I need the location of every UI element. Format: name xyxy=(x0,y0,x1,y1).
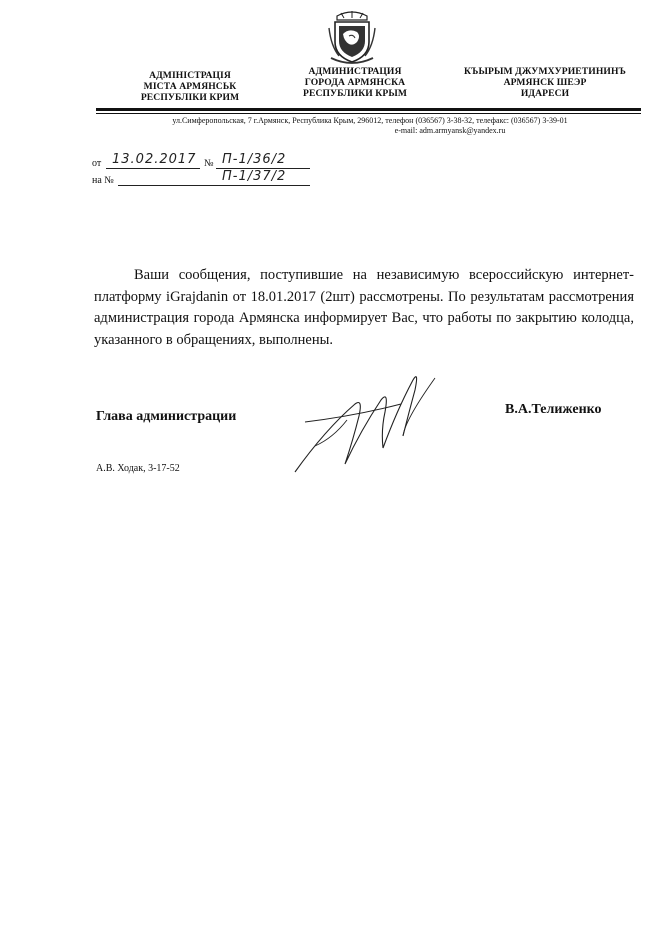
header-right-line: ИДАРЕСИ xyxy=(520,88,570,99)
header-right-line: АРМЯНСК ШЕЭР xyxy=(503,77,587,88)
header-ukrainian xyxy=(120,70,260,103)
number-sign: № xyxy=(204,158,214,169)
coat-of-arms-icon xyxy=(327,10,377,66)
letter-body: Ваши сообщения, поступившие на независимую всероссийскую интернет-платформу iGrajdanin от 18.01.2017 (2шт) рассмотрены. По результатам рассмотрения администрация города Армянска информирует Вас, что работы по закрытию колодца, указанного в обращениях, выполнены. xyxy=(94,267,634,348)
header-center-line: РЕСПУБЛИКИ КРЫМ xyxy=(302,88,407,99)
handwritten-signature-icon xyxy=(285,360,465,480)
incoming-number: П-1/37/2 xyxy=(222,169,287,184)
header-russian xyxy=(275,66,435,99)
executor-contact: А.В. Ходак, 3-17-52 xyxy=(96,463,180,474)
from-label: от xyxy=(92,158,102,169)
header-left-line: РЕСПУБЛІКИ КРИМ xyxy=(140,92,240,103)
header-left-line: МІСТА АРМЯНСЬК xyxy=(143,81,237,92)
email-line: e-mail: adm.armyansk@yandex.ru xyxy=(394,126,506,135)
header-center-line: ГОРОДА АРМЯНСКА xyxy=(304,77,406,88)
outgoing-number: П-1/36/2 xyxy=(222,152,287,167)
signatory-title: Глава администрации xyxy=(96,409,237,424)
header-crimean-tatar xyxy=(455,66,635,99)
address-line: ул.Симферопольская, 7 г.Армянск, Республика Крым, 296012, телефон (036567) 3-38-32, телефакс: (036567) 3-39-01 xyxy=(172,116,568,125)
header-right-line: КЪЫРЫМ ДЖУМХУРИЕТИНИНЪ xyxy=(464,66,626,77)
contact-block xyxy=(110,116,630,136)
incoming-underline xyxy=(118,185,310,186)
incoming-registration xyxy=(92,169,287,186)
outgoing-registration xyxy=(92,152,287,169)
header-divider-thin xyxy=(96,113,641,114)
signatory-name: В.А.Телиженко xyxy=(505,402,602,417)
header-center-line: АДМИНИСТРАЦИЯ xyxy=(308,66,402,77)
header-left-line: АДМІНІСТРАЦІЯ xyxy=(149,70,231,81)
from-date: 13.02.2017 xyxy=(112,152,197,167)
header-divider-thick xyxy=(96,108,641,111)
date-underline xyxy=(106,168,200,169)
on-label: на № xyxy=(92,175,114,186)
